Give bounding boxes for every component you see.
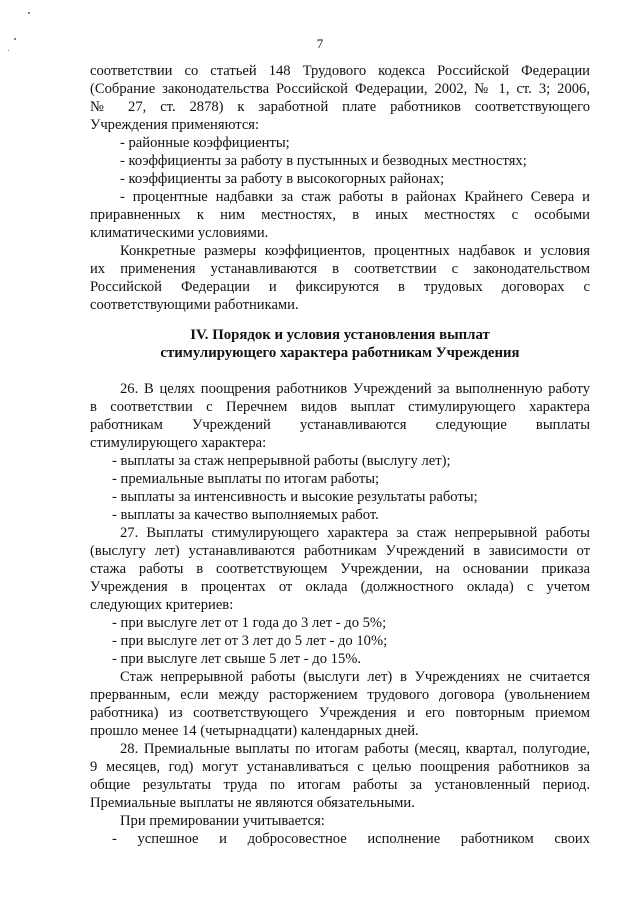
list-item: - при выслуге лет свыше 5 лет - до 15%.	[112, 651, 362, 667]
list-item: - выплаты за качество выполняемых работ.	[112, 507, 379, 523]
text-line: следующих критериев:	[90, 597, 234, 613]
page-number: 7	[316, 36, 324, 51]
list-item: - выплаты за интенсивность и высокие результаты работы;	[112, 489, 478, 505]
scan-speck	[28, 12, 30, 14]
list-item: - успешное и добросовестное исполнение работником своих	[112, 831, 590, 847]
text-line: работникам Учреждений устанавливаются следующие выплаты	[90, 417, 590, 433]
list-item: - премиальные выплаты по итогам работы;	[112, 471, 380, 487]
list-item: - коэффициенты за работу в пустынных и безводных местностях;	[120, 153, 527, 169]
text-line: в соответствии с Перечнем видов выплат стимулирующего характера	[90, 399, 590, 415]
text-line: 9 месяцев, год) могут устанавливаться с целью поощрения работников за	[90, 759, 590, 775]
text-line: прошло менее 14 (четырнадцати) календарных дней.	[90, 723, 419, 739]
text-line: прерванным, если между расторжением трудового договора (увольнением	[90, 687, 590, 703]
text-line: Конкретные размеры коэффициентов, процентных надбавок и условия	[120, 243, 590, 259]
list-item: - процентные надбавки за стаж работы в районах Крайнего Севера и	[120, 189, 590, 205]
list-item: - при выслуге лет от 1 года до 3 лет - до 5%;	[112, 615, 387, 631]
list-item: - коэффициенты за работу в высокогорных районах;	[120, 171, 445, 187]
list-item: - районные коэффициенты;	[120, 135, 290, 151]
text-line: 28. Премиальные выплаты по итогам работы (месяц, квартал, полугодие,	[120, 741, 590, 757]
text-line: (Собрание законодательства Российской Федерации, 2002, № 1, ст. 3; 2006,	[90, 81, 590, 97]
text-line: Премиальные выплаты не являются обязательными.	[90, 795, 415, 811]
text-line: Учреждения применяются:	[90, 117, 260, 133]
text-line: работника) из соответствующего Учреждения и его повторным приемом	[90, 705, 590, 721]
text-line: стимулирующего характера:	[90, 435, 267, 451]
text-line: № 27, ст. 2878) к заработной плате работников соответствующего	[90, 99, 590, 115]
text-line: 26. В целях поощрения работников Учреждений за выполненную работу	[120, 381, 590, 397]
section-heading: IV. Порядок и условия установления выплат	[190, 327, 490, 343]
section-heading: стимулирующего характера работникам Учреждения	[160, 345, 520, 361]
text-line: стажа работы в соответствующем Учреждении, на основании приказа	[90, 561, 590, 577]
text-line: (выслугу лет) устанавливаются работникам Учреждений в зависимости от	[90, 543, 590, 559]
text-line: Стаж непрерывной работы (выслуги лет) в Учреждениях не считается	[120, 669, 590, 685]
text-line: их применения устанавливаются в соответствии с законодательством	[90, 261, 590, 277]
text-line: При премировании учитывается:	[120, 813, 325, 829]
text-line: Российской Федерации и фиксируются в трудовых договорах с	[90, 279, 590, 295]
text-line: Учреждения в процентах от оклада (должностного оклада) с учетом	[90, 579, 590, 595]
text-line: климатическими условиями.	[90, 225, 269, 241]
text-line: соответствии со статьей 148 Трудового кодекса Российской Федерации	[90, 63, 590, 79]
list-item: - при выслуге лет от 3 лет до 5 лет - до 10%;	[112, 633, 388, 649]
text-line: общие результаты труда по итогам работы за установленный период.	[90, 777, 590, 793]
text-line: приравненных к ним местностях, в иных местностях с особыми	[90, 207, 590, 223]
list-item: - выплаты за стаж непрерывной работы (выслугу лет);	[112, 453, 451, 469]
text-line: соответствующими работниками.	[90, 297, 299, 313]
text-line: 27. Выплаты стимулирующего характера за стаж непрерывной работы	[120, 525, 590, 541]
